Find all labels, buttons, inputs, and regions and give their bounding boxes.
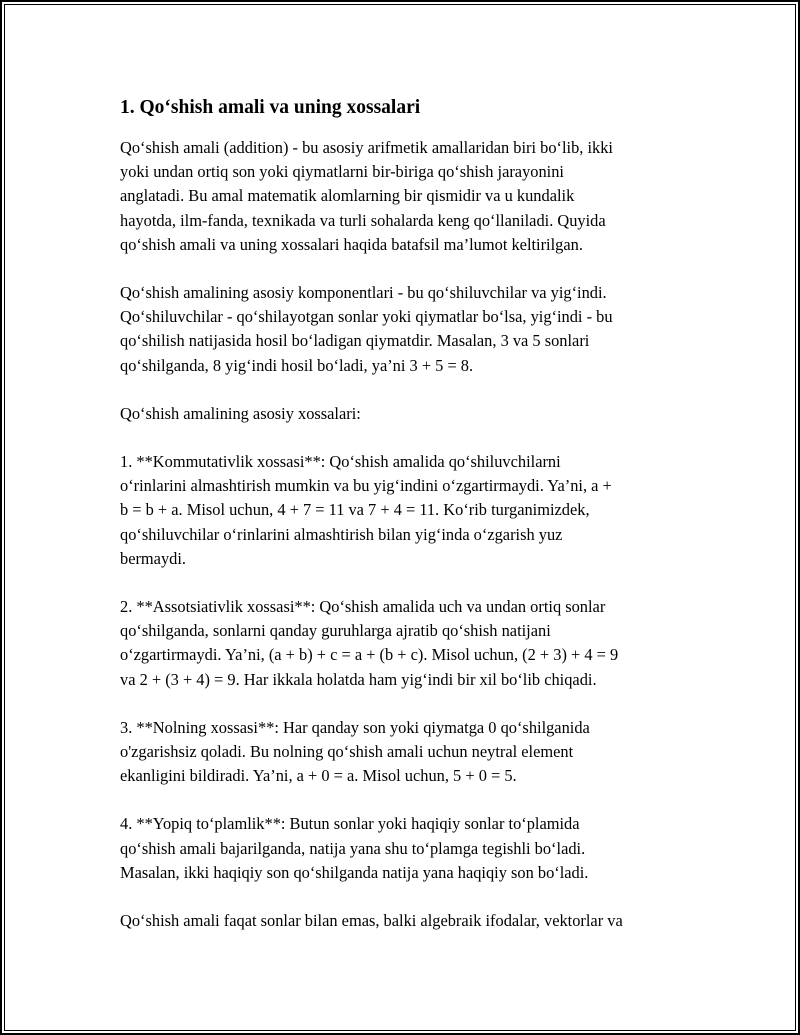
paragraph-intro: Qo‘shish amali (addition) - bu asosiy arifmetik amallaridan biri bo‘lib, ikki yoki undan ortiq son yoki qiymatlarni bir-biriga qo‘shish jarayonini anglatadi. Bu amal matematik alomlarning bir qismidir va u kundalik hayotda, ilm-fanda, texnikada va turli sohalarda keng qo‘llaniladi. Quyida qo‘shish amali va uning xossalari haqida batafsil ma’lumot keltirilgan.: [120, 138, 613, 254]
section-heading: 1. Qo‘shish amali va uning xossalari: [120, 97, 421, 118]
paragraph-associativity: 2. **Assotsiativlik xossasi**: Qo‘shish amalida uch va undan ortiq sonlar qo‘shilganda, sonlarni qanday guruhlarga ajratib qo‘shish natijani o‘zgartirmaydi. Ya’ni, (a + b) + c = a + (b + c). Misol uchun, (2 + 3) + 4 = 9 va 2 + (3 + 4) = 9. Har ikkala holatda ham yig‘indi bir xil bo‘lib chiqadi.: [120, 597, 619, 689]
paragraph-components: Qo‘shish amalining asosiy komponentlari - bu qo‘shiluvchilar va yig‘indi. Qo‘shiluvchilar - qo‘shilayotgan sonlar yoki qiymatlar bo‘lsa, yig‘indi - bu qo‘shilish natijasida hosil bo‘ladigan qiymatdir. Masalan, 3 va 5 sonlari qo‘shilganda, 8 yig‘indi hosil bo‘ladi, ya’ni 3 + 5 = 8.: [120, 283, 613, 375]
paragraph-commutativity: 1. **Kommutativlik xossasi**: Qo‘shish amalida qo‘shiluvchilarni o‘rinlarini almashtirish mumkin va bu yig‘indini o‘zgartirmaydi. Ya’ni, a + b = b + a. Misol uchun, 4 + 7 = 11 va 7 + 4 = 11. Ko‘rib turganimizdek, qo‘shiluvchilar o‘rinlarini almashtirish bilan yig‘inda o‘zgarish yuz bermaydi.: [120, 452, 612, 568]
paragraph-zero-property: 3. **Nolning xossasi**: Har qanday son yoki qiymatga 0 qo‘shilganida o'zgarishsiz qoladi. Bu nolning qo‘shish amali uchun neytral element ekanligini bildiradi. Ya’ni, a + 0 = a. Misol uchun, 5 + 0 = 5.: [120, 717, 590, 786]
paragraph-closure: 4. **Yopiq to‘plamlik**: Butun sonlar yoki haqiqiy sonlar to‘plamida qo‘shish amali bajarilganda, natija yana shu to‘plamga tegishli bo‘ladi. Masalan, ikki haqiqiy son qo‘shilganda natija yana haqiqiy son bo‘ladi.: [120, 814, 589, 882]
document-body: [120, 94, 700, 957]
paragraph-closing: Qo‘shish amali faqat sonlar bilan emas, balki algebraik ifodalar, vektorlar va: [120, 911, 623, 931]
paragraph-properties-intro: Qo‘shish amalining asosiy xossalari:: [120, 403, 361, 423]
